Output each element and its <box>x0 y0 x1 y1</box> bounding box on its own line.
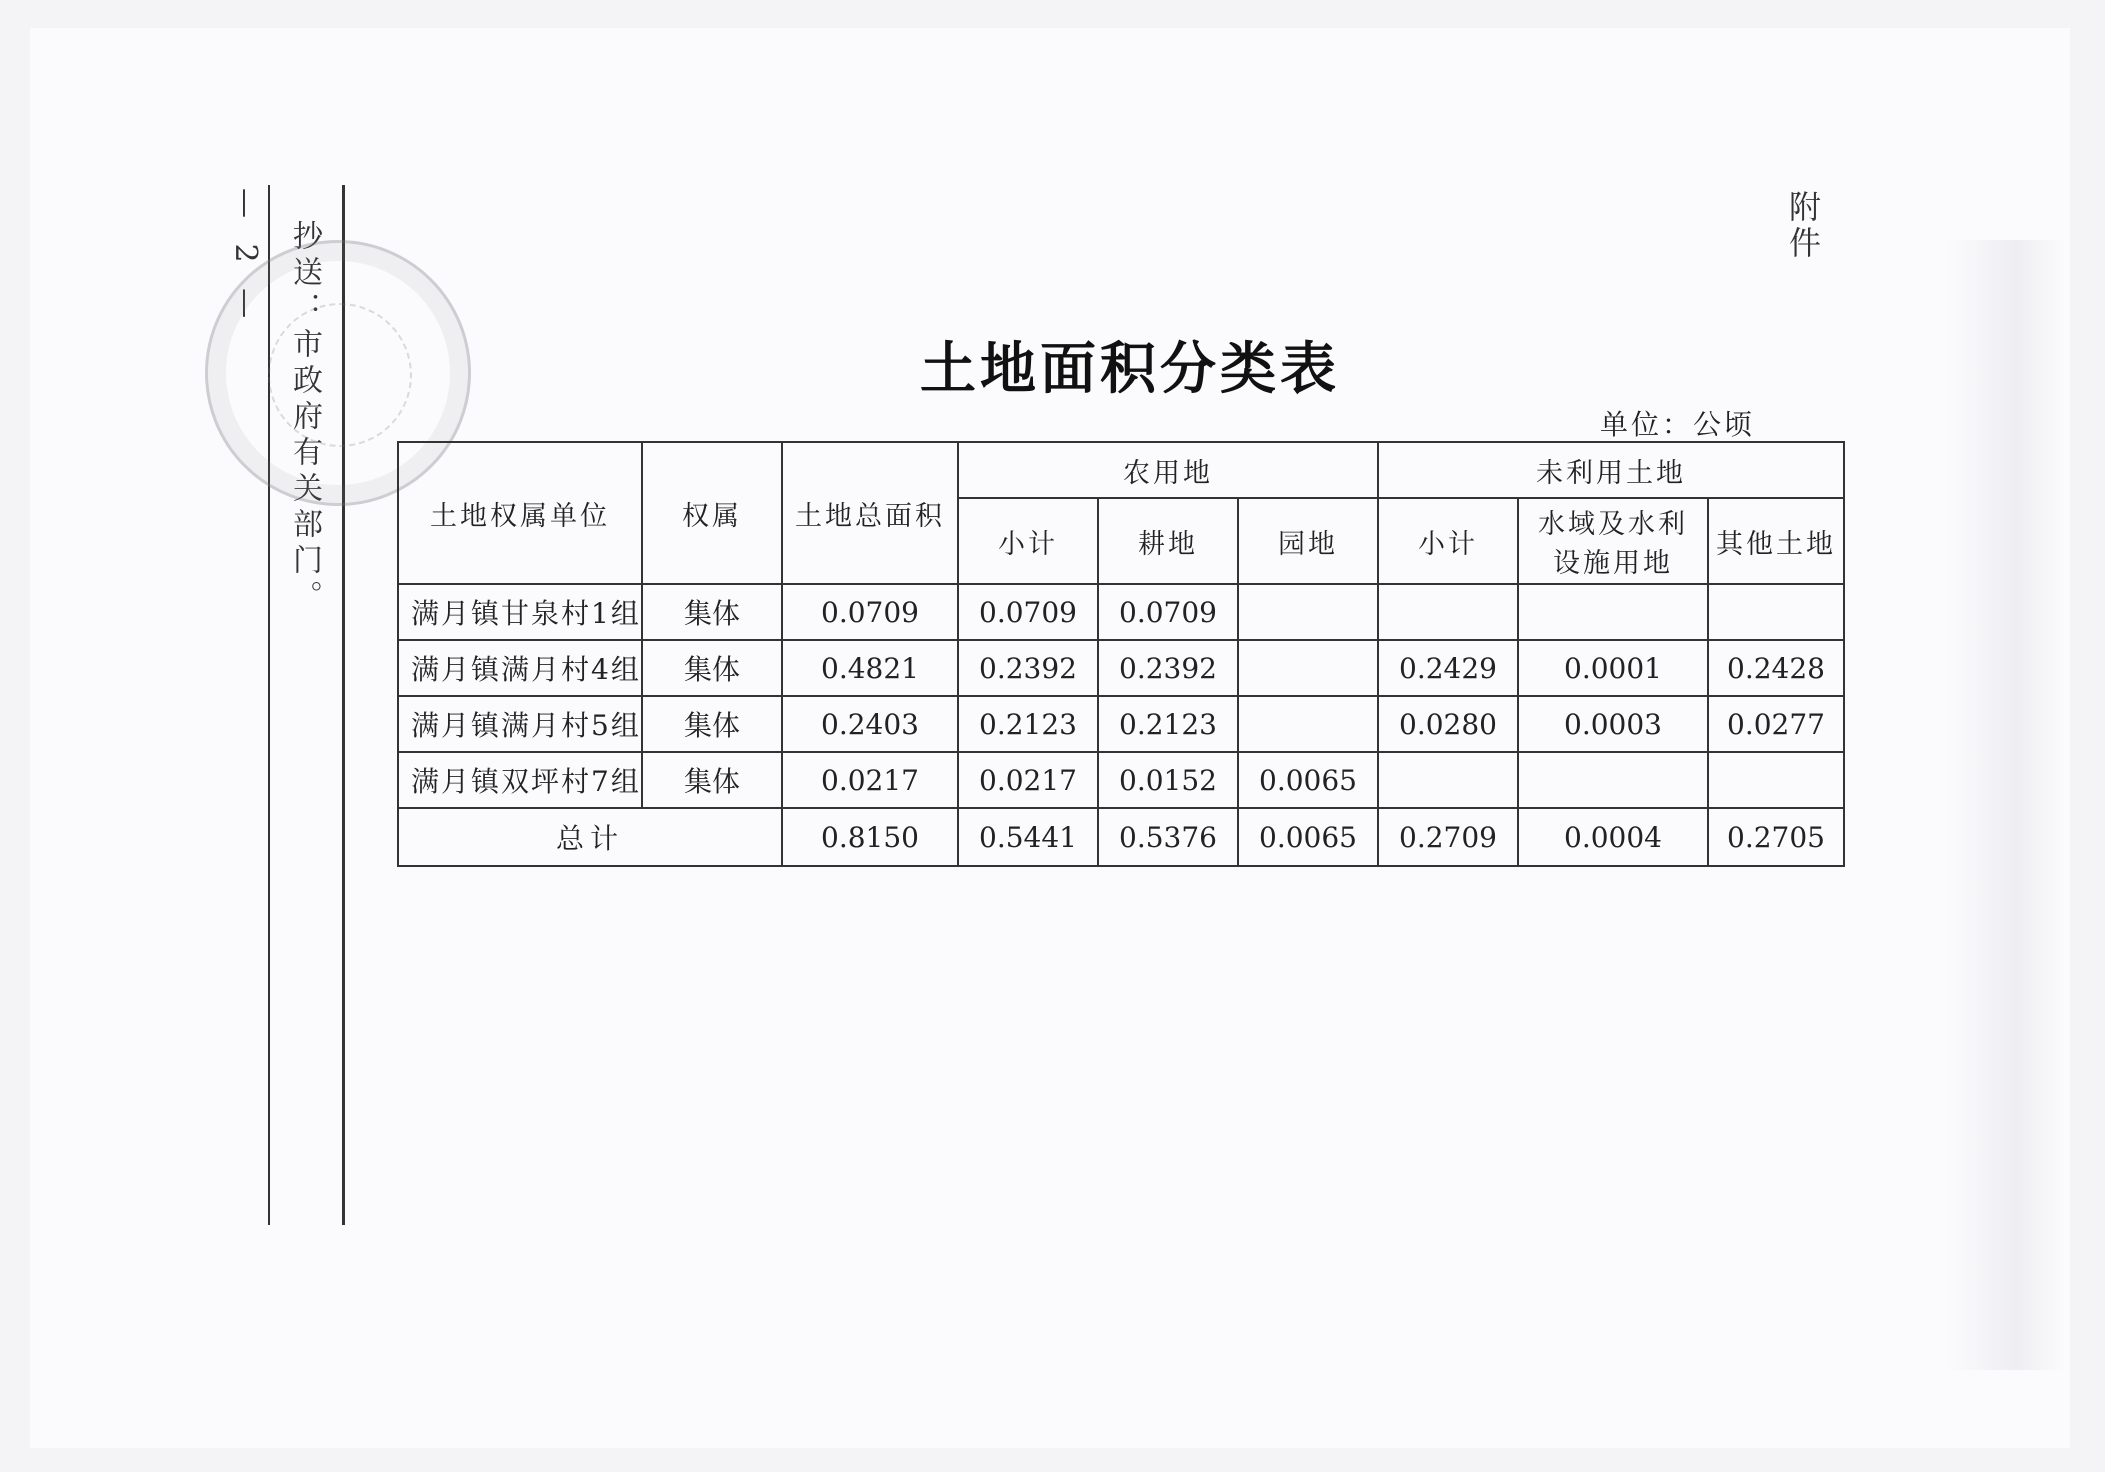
cell-total: 0.4821 <box>782 640 958 696</box>
cell-water <box>1518 584 1708 640</box>
cell-unused-subtotal <box>1378 584 1518 640</box>
page-title: 土地面积分类表 <box>920 336 1340 402</box>
cell-garden: 0.0065 <box>1238 752 1378 808</box>
cell-unused-subtotal <box>1378 752 1518 808</box>
cell-other <box>1708 584 1844 640</box>
cell-agri-subtotal: 0.0709 <box>958 584 1098 640</box>
total-other: 0.2705 <box>1708 808 1844 866</box>
cell-garden <box>1238 696 1378 752</box>
header-cultivated: 耕地 <box>1098 498 1238 584</box>
cc-label: 抄送： <box>287 220 322 328</box>
cell-unit: 满月镇满月村4组 <box>398 640 642 696</box>
cell-total: 0.0217 <box>782 752 958 808</box>
official-seal-inner <box>268 303 412 447</box>
total-agri-subtotal: 0.5441 <box>958 808 1098 866</box>
cell-ownership: 集体 <box>642 696 782 752</box>
header-agri-subtotal: 小计 <box>958 498 1098 584</box>
header-water <box>1518 498 1708 584</box>
total-area: 0.8150 <box>782 808 958 866</box>
header-garden: 园地 <box>1238 498 1378 584</box>
page-number: — 2 — <box>228 188 263 327</box>
header-agri-group: 农用地 <box>958 442 1378 498</box>
cell-total: 0.2403 <box>782 696 958 752</box>
land-area-table <box>397 441 1845 867</box>
cell-water <box>1518 752 1708 808</box>
cell-agri-subtotal: 0.0217 <box>958 752 1098 808</box>
header-unused-group: 未利用土地 <box>1378 442 1844 498</box>
cell-water: 0.0003 <box>1518 696 1708 752</box>
total-label: 总计 <box>398 808 782 866</box>
cell-garden <box>1238 584 1378 640</box>
table-row <box>398 640 1844 696</box>
cell-other <box>1708 752 1844 808</box>
cell-other: 0.0277 <box>1708 696 1844 752</box>
header-owner-unit: 土地权属单位 <box>398 442 642 584</box>
total-unused-subtotal: 0.2709 <box>1378 808 1518 866</box>
cell-cultivated: 0.0709 <box>1098 584 1238 640</box>
cell-ownership: 集体 <box>642 752 782 808</box>
cell-total: 0.0709 <box>782 584 958 640</box>
header-unused-subtotal: 小计 <box>1378 498 1518 584</box>
cell-agri-subtotal: 0.2123 <box>958 696 1098 752</box>
cell-ownership: 集体 <box>642 640 782 696</box>
total-water: 0.0004 <box>1518 808 1708 866</box>
header-water-line2: 设施用地 <box>1553 548 1673 579</box>
cell-unused-subtotal: 0.2429 <box>1378 640 1518 696</box>
table-row <box>398 752 1844 808</box>
cell-unit: 满月镇双坪村7组 <box>398 752 642 808</box>
total-garden: 0.0065 <box>1238 808 1378 866</box>
cell-water: 0.0001 <box>1518 640 1708 696</box>
header-row-1 <box>398 442 1844 498</box>
cell-unused-subtotal: 0.0280 <box>1378 696 1518 752</box>
cell-cultivated: 0.0152 <box>1098 752 1238 808</box>
cell-agri-subtotal: 0.2392 <box>958 640 1098 696</box>
table-row <box>398 584 1844 640</box>
cell-other: 0.2428 <box>1708 640 1844 696</box>
cell-ownership: 集体 <box>642 584 782 640</box>
header-other-land: 其他土地 <box>1708 498 1844 584</box>
cc-text: 市政府有关部门。 <box>287 328 322 616</box>
total-row <box>398 808 1844 866</box>
attachment-label: 附件 <box>1784 190 1822 262</box>
header-water-line1: 水域及水利 <box>1538 509 1688 540</box>
unit-label: 单位：公顷 <box>1600 408 1756 441</box>
scan-artifact <box>1945 240 2065 1370</box>
cell-unit: 满月镇甘泉村1组 <box>398 584 642 640</box>
cell-cultivated: 0.2123 <box>1098 696 1238 752</box>
table-row <box>398 696 1844 752</box>
cell-garden <box>1238 640 1378 696</box>
total-cultivated: 0.5376 <box>1098 808 1238 866</box>
cell-cultivated: 0.2392 <box>1098 640 1238 696</box>
header-total-area: 土地总面积 <box>782 442 958 584</box>
header-ownership: 权属 <box>642 442 782 584</box>
cell-unit: 满月镇满月村5组 <box>398 696 642 752</box>
